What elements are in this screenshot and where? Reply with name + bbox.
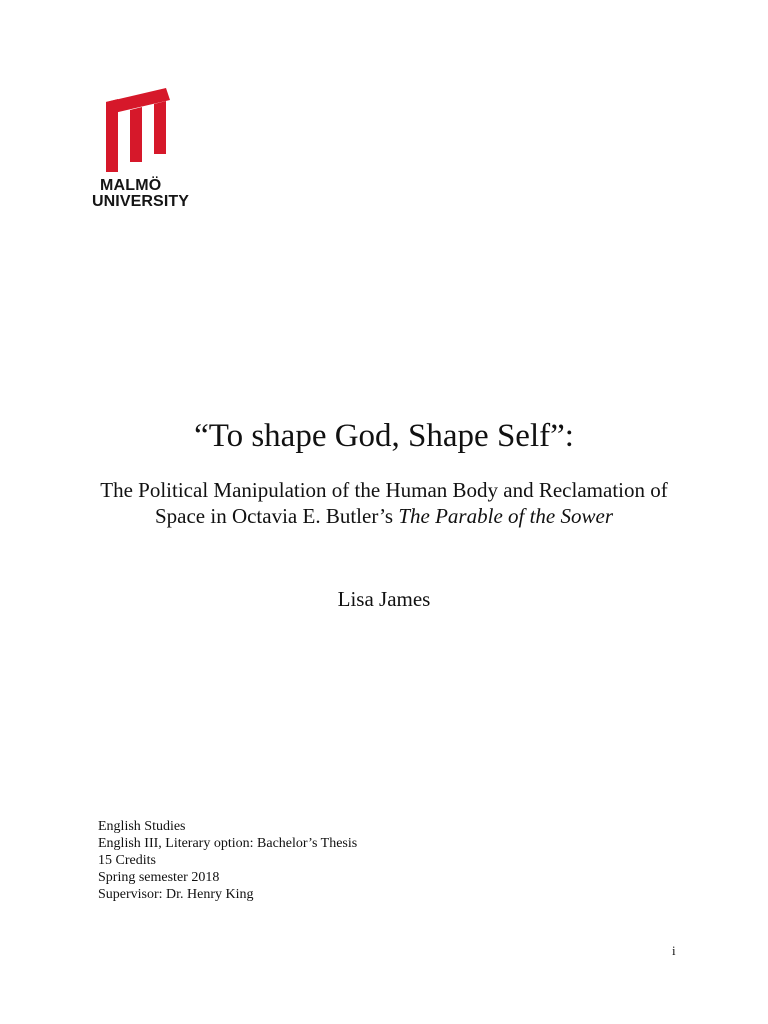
details-line-course: English III, Literary option: Bachelor’s Thesis — [98, 836, 358, 851]
university-logo-wordmark — [92, 178, 192, 210]
logo-line-malmo: MALMÖ — [100, 177, 162, 194]
subtitle-text: The Political Manipulation of the Human Body and Reclamation of Space in Octavia E. Butler’s — [100, 478, 668, 528]
thesis-title: “To shape God, Shape Self”: — [194, 418, 574, 454]
author-name: Lisa James — [337, 587, 431, 611]
details-line-semester: Spring semester 2018 — [98, 870, 220, 885]
university-logo — [92, 88, 192, 214]
thesis-subtitle — [80, 477, 688, 529]
details-line-supervisor: Supervisor: Dr. Henry King — [98, 887, 254, 902]
subtitle-book-title: The Parable of the Sower — [398, 504, 614, 528]
details-line-department: English Studies — [98, 819, 186, 834]
thesis-details — [98, 818, 498, 903]
page-number: i — [672, 943, 676, 958]
logo-line-university: UNIVERSITY — [92, 193, 190, 210]
details-line-credits: 15 Credits — [98, 853, 156, 868]
university-logo-mark-icon — [106, 88, 170, 172]
